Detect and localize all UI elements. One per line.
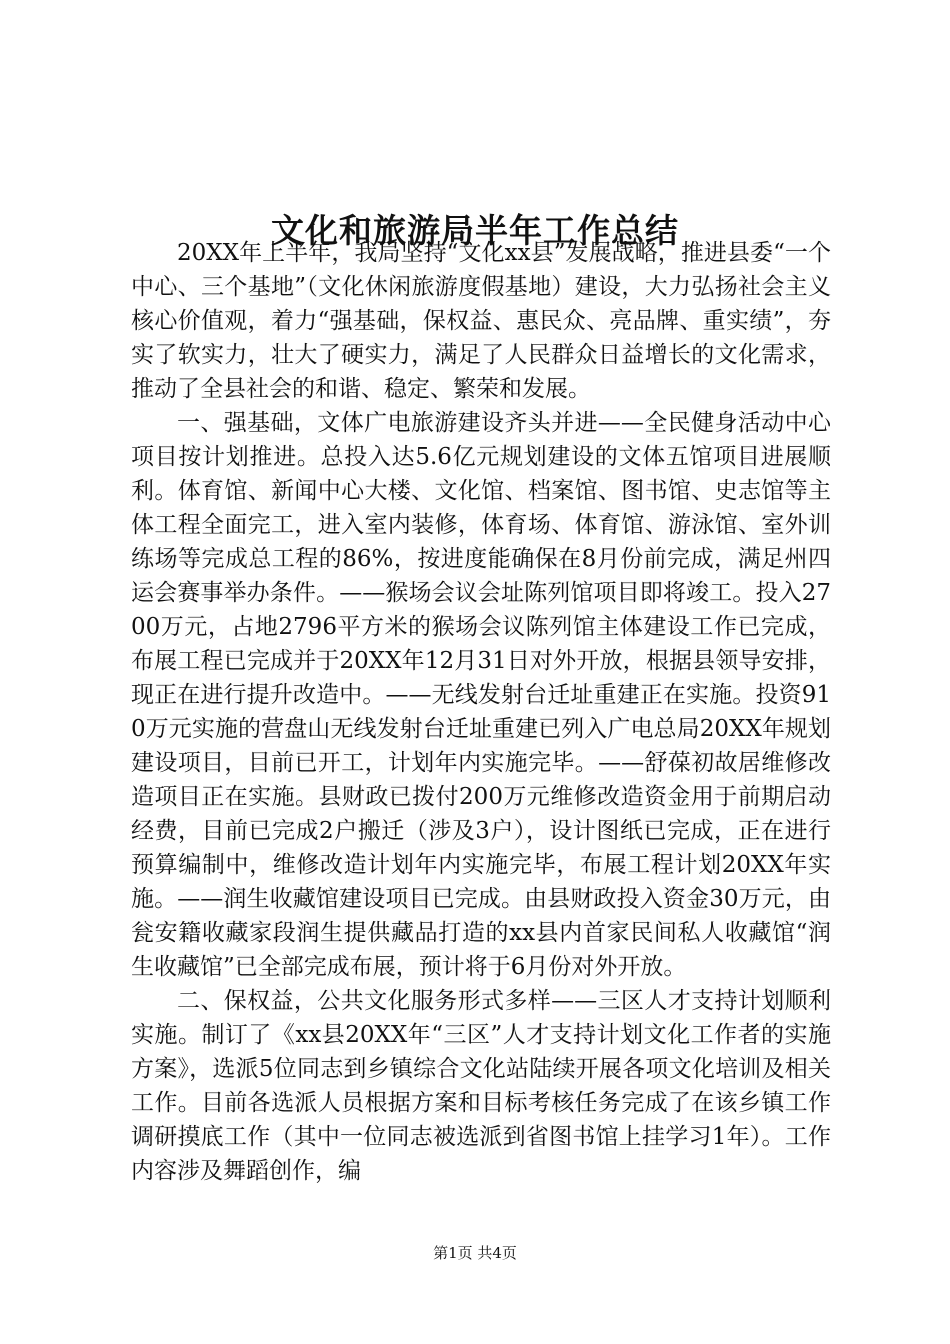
paragraph-section-2: 二、保权益，公共文化服务形式多样——三区人才支持计划顺利实施。制订了《xx县20XX年“三区”人才支持计划文化工作者的实施方案》，选派5位同志到乡镇综合文化站陆续开展各项文化培训及相关工作。目前各选派人员根据方案和目标考核任务完成了在该乡镇工作调研摸底工作（其中一位同志被选派到省图书馆上挂学习1年）。工作内容涉及舞蹈创作，编 xyxy=(131,988,831,1184)
paragraph-intro: 20XX年上半年，我局坚持“文化xx县”发展战略，推进县委“一个中心、三个基地”（文化休闲旅游度假基地）建设，大力弘扬社会主义核心价值观，着力“强基础，保权益、惠民众、亮品牌、重实绩”，夯实了软实力，壮大了硬实力，满足了人民群众日益增长的文化需求，推动了全县社会的和谐、稳定、繁荣和发展。 xyxy=(131,240,831,402)
document-body xyxy=(131,236,831,1186)
paragraph-section-1: 一、强基础，文体广电旅游建设齐头并进——全民健身活动中心项目按计划推进。总投入达5.6亿元规划建设的文体五馆项目进展顺利。体育馆、新闻中心大楼、文化馆、档案馆、图书馆、史志馆等主体工程全面完工，进入室内装修，体育场、体育馆、游泳馆、室外训练场等完成总工程的86%，按进度能确保在8月份前完成，满足州四运会赛事举办条件。——猴场会议会址陈列馆项目即将竣工。投入2700万元，占地2796平方米的猴场会议陈列馆主体建设工作已完成，布展工程已完成并于20XX年12月31日对外开放，根据县领导安排，现正在进行提升改造中。——无线发射台迁址重建正在实施。投资910万元实施的营盘山无线发射台迁址重建已列入广电总局20XX年规划建设项目，目前已开工，计划年内实施完毕。——舒葆初故居维修改造项目正在实施。县财政已拨付200万元维修改造资金用于前期启动经费，目前已完成2户搬迁（涉及3户），设计图纸已完成，正在进行预算编制中，维修改造计划年内实施完毕，布展工程计划20XX年实施。——润生收藏馆建设项目已完成。由县财政投入资金30万元，由瓮安籍收藏家段润生提供藏品打造的xx县内首家民间私人收藏馆“润生收藏馆”已全部完成布展，预计将于6月份对外开放。 xyxy=(131,410,831,980)
document-title: 文化和旅游局半年工作总结 xyxy=(271,211,679,251)
page-footer: 第1页 共4页 xyxy=(433,1244,517,1262)
